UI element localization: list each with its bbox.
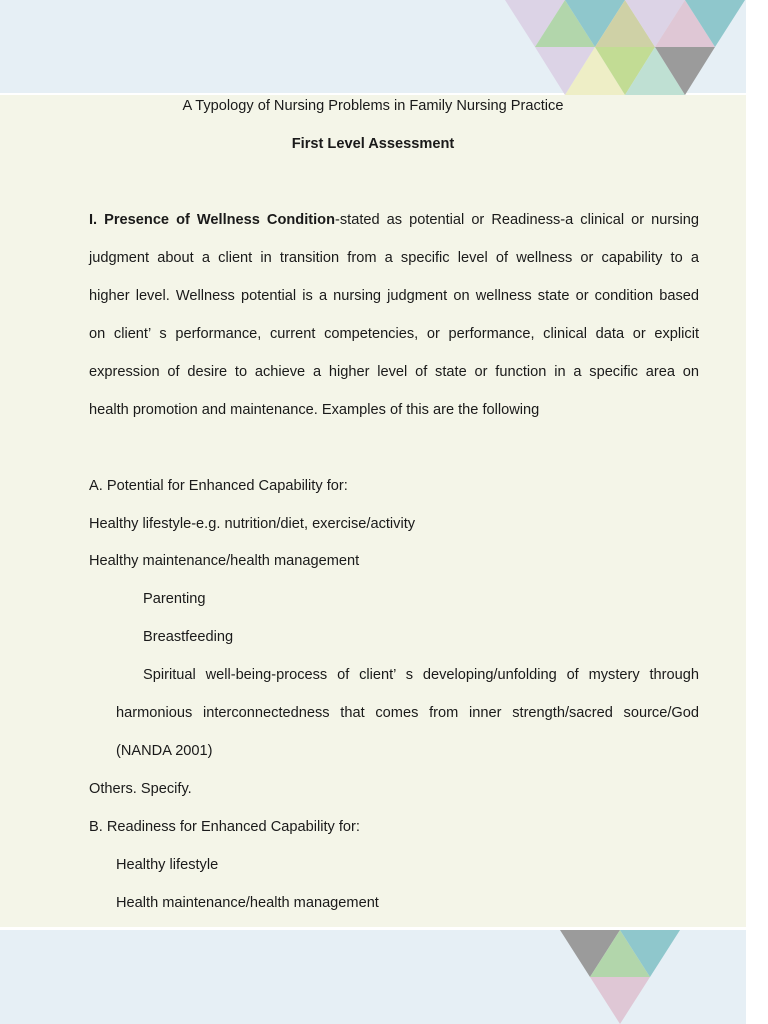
section-a-sub-3-line-2: harmonious interconnectedness that comes from inner strength/sacred source/God — [116, 705, 699, 721]
section-i-line-4: on client’ s performance, current competencies, or performance, clinical data or explicit — [89, 326, 699, 342]
section-a-sub-3-line-1: Spiritual well-being-process of client’ s developing/unfolding of mystery through — [143, 667, 699, 683]
document-subtitle: First Level Assessment — [291, 136, 455, 152]
triangle-pattern-footer — [560, 930, 682, 1024]
section-a-sub-2: Breastfeeding — [143, 629, 234, 645]
section-a-item-2: Healthy maintenance/health management — [89, 553, 360, 569]
section-i-line-5: expression of desire to achieve a higher level of state or function in a specific area on — [89, 364, 699, 380]
section-i-text: -stated as potential or Readiness-a clinical or nursing — [335, 212, 699, 228]
document-title: A Typology of Nursing Problems in Family Nursing Practice — [182, 98, 564, 114]
section-a-heading: A. Potential for Enhanced Capability for: — [89, 478, 348, 494]
section-b-heading: B. Readiness for Enhanced Capability for: — [89, 819, 360, 835]
section-i-line-1 — [89, 210, 699, 230]
section-b-item-2: Health maintenance/health management — [116, 895, 379, 911]
section-i-line-6: health promotion and maintenance. Examples of this are the following — [89, 402, 540, 418]
section-a-sub-3-line-3: (NANDA 2001) — [116, 743, 213, 759]
section-b-item-1: Healthy lifestyle — [116, 857, 219, 873]
section-a-item-1: Healthy lifestyle-e.g. nutrition/diet, exercise/activity — [89, 516, 416, 532]
section-i-line-2: judgment about a client in transition from a specific level of wellness or capability to a — [89, 250, 699, 266]
section-i-heading: I. Presence of Wellness Condition — [89, 212, 336, 228]
section-i-line-3: higher level. Wellness potential is a nursing judgment on wellness state or condition based — [89, 288, 699, 304]
section-a-others: Others. Specify. — [89, 781, 192, 797]
section-a-sub-1: Parenting — [143, 591, 206, 607]
triangle-pattern-header — [505, 0, 745, 95]
